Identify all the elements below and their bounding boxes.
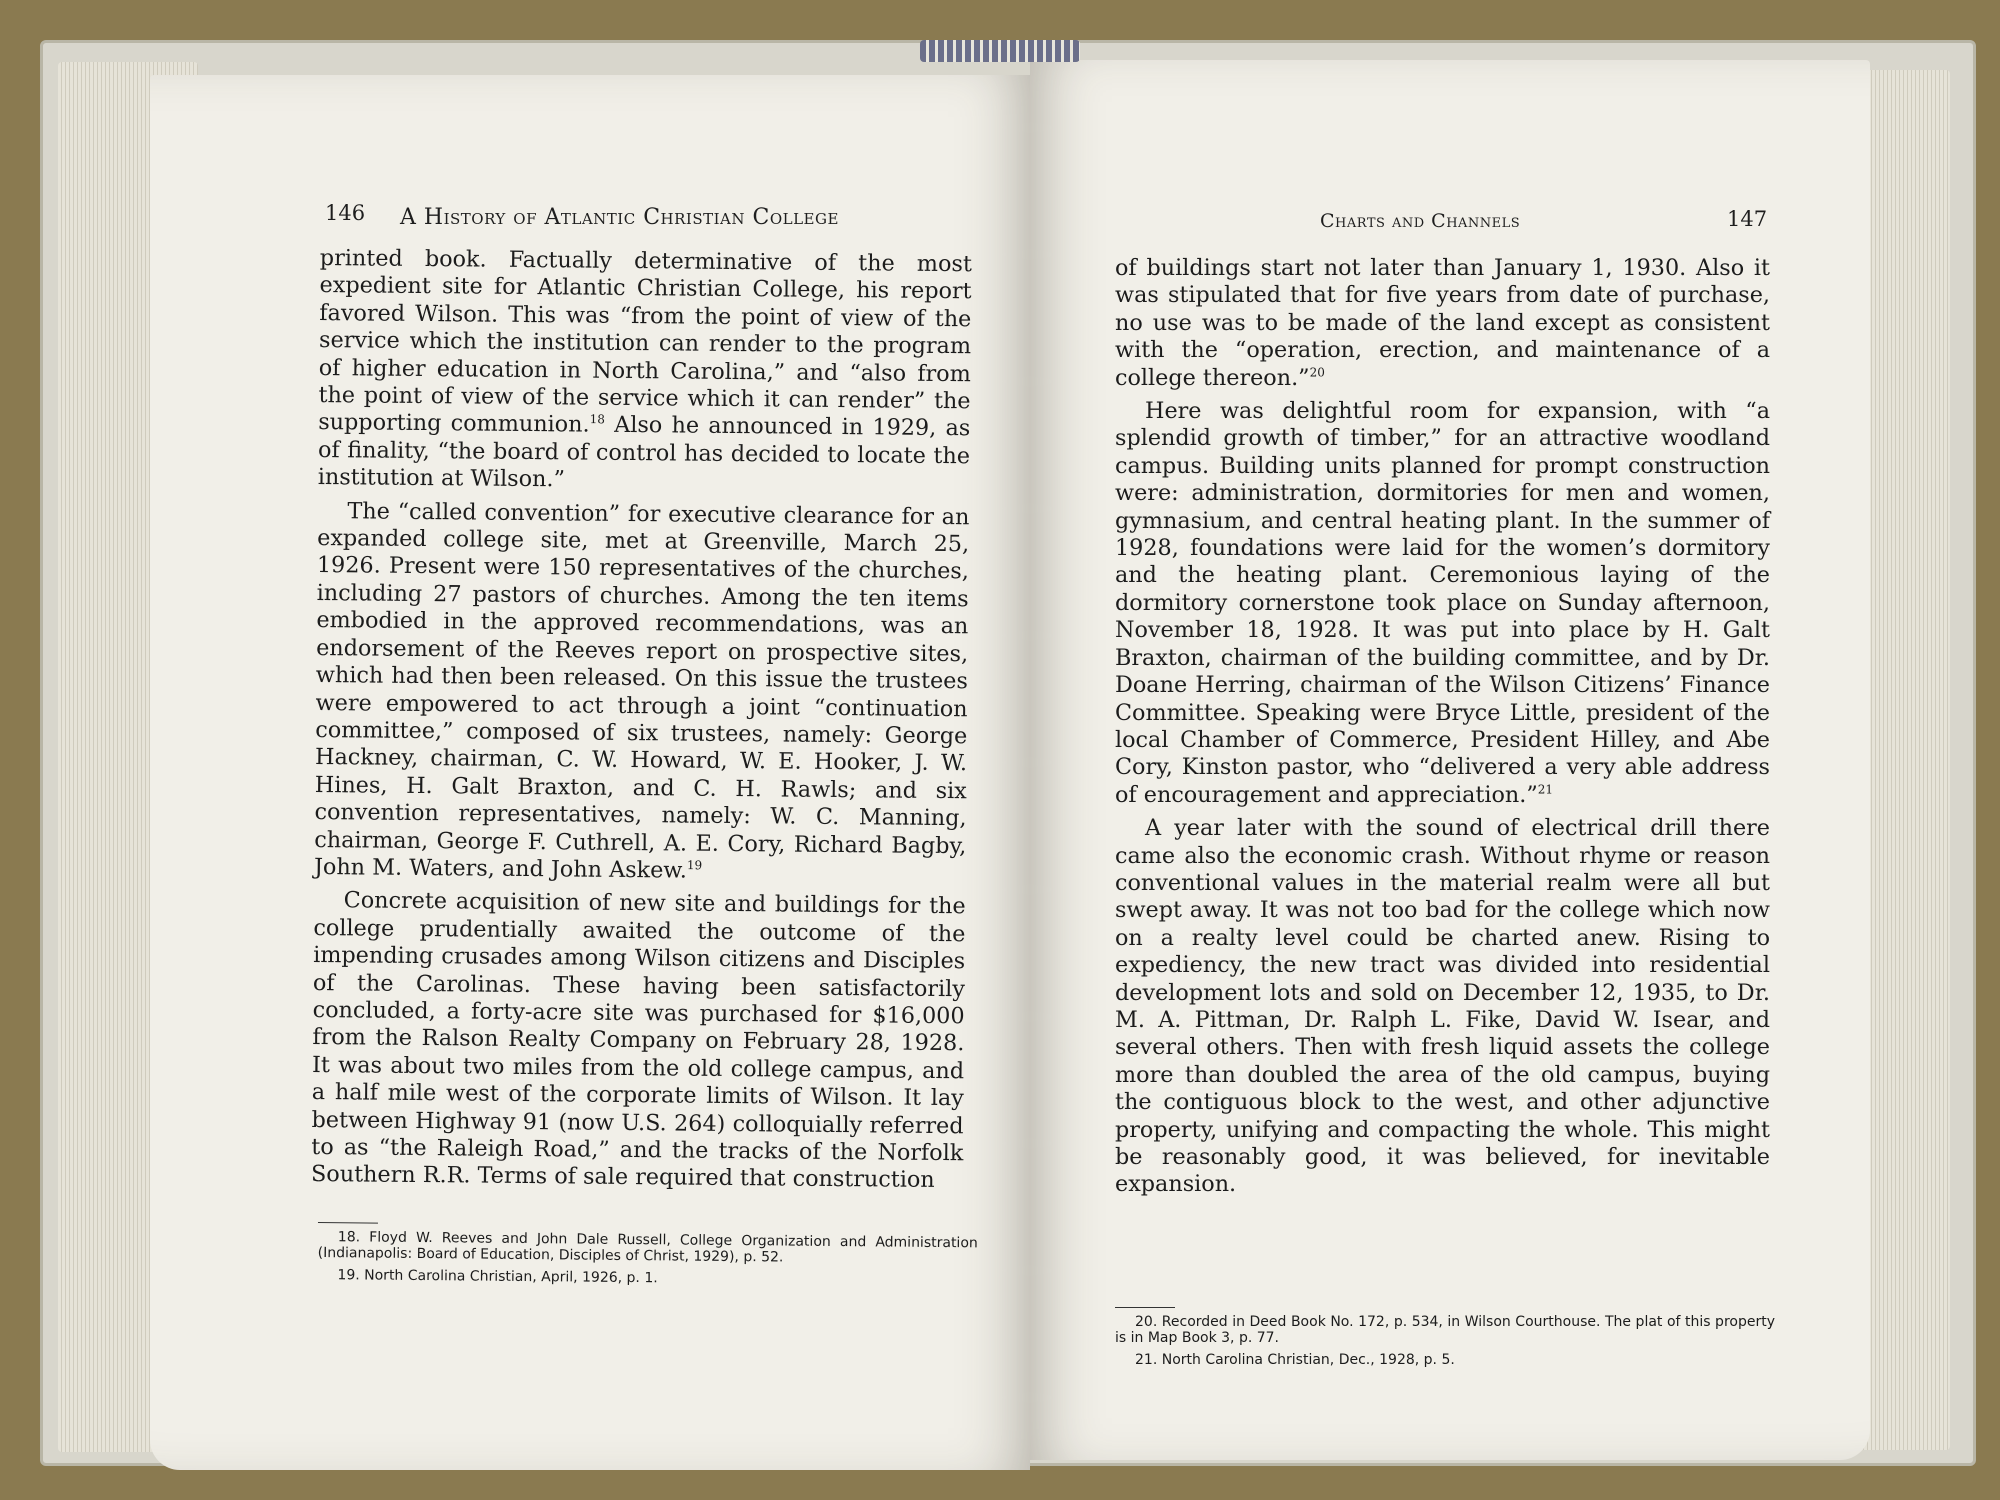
footnote-rule (1115, 1307, 1175, 1308)
footnote-rule (318, 1222, 378, 1224)
footnote-ref: 19 (686, 858, 703, 873)
page-number: 147 (1727, 207, 1768, 231)
body-text (1115, 255, 1770, 1205)
right-page (1030, 60, 1870, 1460)
page-edges-right (1860, 70, 1950, 1450)
paragraph: The “called convention” for executive clearance for an expanded college site, met at Greenville, March 25, 1926. Present were 150 representatives of the churches, including 27 pastors of churches. Among the ten items embodied in the approved recommendations, was an endorsement of the Reeves report on prospective sites, which had then been released. On this issue the trustees were empowered to act through a joint “continuation committee,” composed of six trustees, namely: George Hackney, chairman, C. W. Howard, W. E. Hooker, J. W. Hines, H. Galt Braxton, and C. H. Rawls; and six convention representatives, namely: W. C. Manning, chairman, George F. Cuthrell, A. E. Cory, Richard Bagby, John M. Waters, and John Askew.$^{19}$ (313, 497, 970, 884)
running-head: Charts and Channels (1320, 210, 1521, 232)
left-page (150, 75, 1030, 1470)
footnote-ref: 21 (1537, 782, 1554, 797)
footnotes (1115, 1305, 1775, 1374)
footnote: 20. Recorded in Deed Book No. 172, p. 534, in Wilson Courthouse. The plat of this property is in Map Book 3, p. 77. (1115, 1314, 1775, 1346)
footnote: 19. North Carolina Christian, April, 1926, p. 1. (337, 1267, 658, 1287)
running-head: A History of Atlantic Christian College (400, 205, 839, 230)
footnote-ref: 20 (1309, 365, 1325, 380)
paragraph: Concrete acquisition of new site and buildings for the college prudentially awaited the outcome of the impending crusades among Wilson citizens and Disciples of the Carolinas. These having been satisfactorily concluded, a forty-acre site was purchased for $16,000 from the Ralson Realty Company on February 28, 1928. It was about two miles from the old college campus, and a half mile west of the corporate limits of Wilson. It lay between Highway 91 (now U.S. 264) colloquially referred to as “the Raleigh Road,” and the tracks of the Norfolk Southern R.R. Terms of sale required that construction (310, 887, 966, 1194)
footnote: 18. Floyd W. Reeves and John Dale Russell, College Organization and Administration (Indianapolis: Board of Education, Disciples of Christ, 1929), p. 52. (317, 1229, 978, 1266)
paragraph: printed book. Factually determinative of the most expedient site for Atlantic Christian College, his report favored Wilson. This was “from the point of view of the service which the institution can render to the program of higher education in North Carolina,” and “also from the point of view of the service which it can render” the supporting communion.$^{18}$ Also he announced in 1929, as of finality, “the board of control has decided to locate the institution at Wilson.” (317, 245, 972, 493)
footnotes (317, 1220, 978, 1295)
paragraph: Here was delightful room for expansion, with “a splendid growth of timber,” for an attractive woodland campus. Building units planned for prompt construction were: administration, dormitories for men and women, gymnasium, and central heating plant. In the summer of 1928, foundations were laid for the women’s dormitory and the heating plant. Ceremonious laying of the dormitory cornerstone took place on Sunday afternoon, November 18, 1928. It was put into place by H. Galt Braxton, chairman of the building committee, and by Dr. Doane Herring, chairman of the Wilson Citizens’ Finance Committee. Speaking were Bryce Little, president of the local Chamber of Commerce, President Hilley, and Abe Cory, Kinston pastor, who “delivered a very able address of encouragement and appreciation.”$^{21}$ (1115, 398, 1770, 808)
page-number: 146 (325, 201, 366, 225)
footnote: 21. North Carolina Christian, Dec., 1928, p. 5. (1135, 1352, 1455, 1368)
spine-headband (920, 40, 1080, 62)
paragraph: A year later with the sound of electrical drill there came also the economic crash. Without rhyme or reason conventional values in the material realm were all but swept away. It was not too bad for the college which now on a realty level could be charted anew. Rising to expediency, the new tract was divided into residential development lots and sold on December 12, 1935, to Dr. M. A. Pittman, Dr. Ralph L. Fike, David W. Isear, and several others. Then with fresh liquid assets the college more than doubled the area of the old campus, buying the contiguous block to the west, and other adjunctive property, unifying and compacting the whole. This might be reasonably good, it was believed, for inevitable expansion. (1115, 815, 1770, 1198)
body-text (311, 245, 972, 1201)
paragraph: of buildings start not later than January 1, 1930. Also it was stipulated that for five years from date of purchase, no use was to be made of the land except as consistent with the “operation, erection, and maintenance of a college thereon.”$^{20}$ (1115, 255, 1770, 391)
footnote-ref: 18 (589, 412, 606, 427)
